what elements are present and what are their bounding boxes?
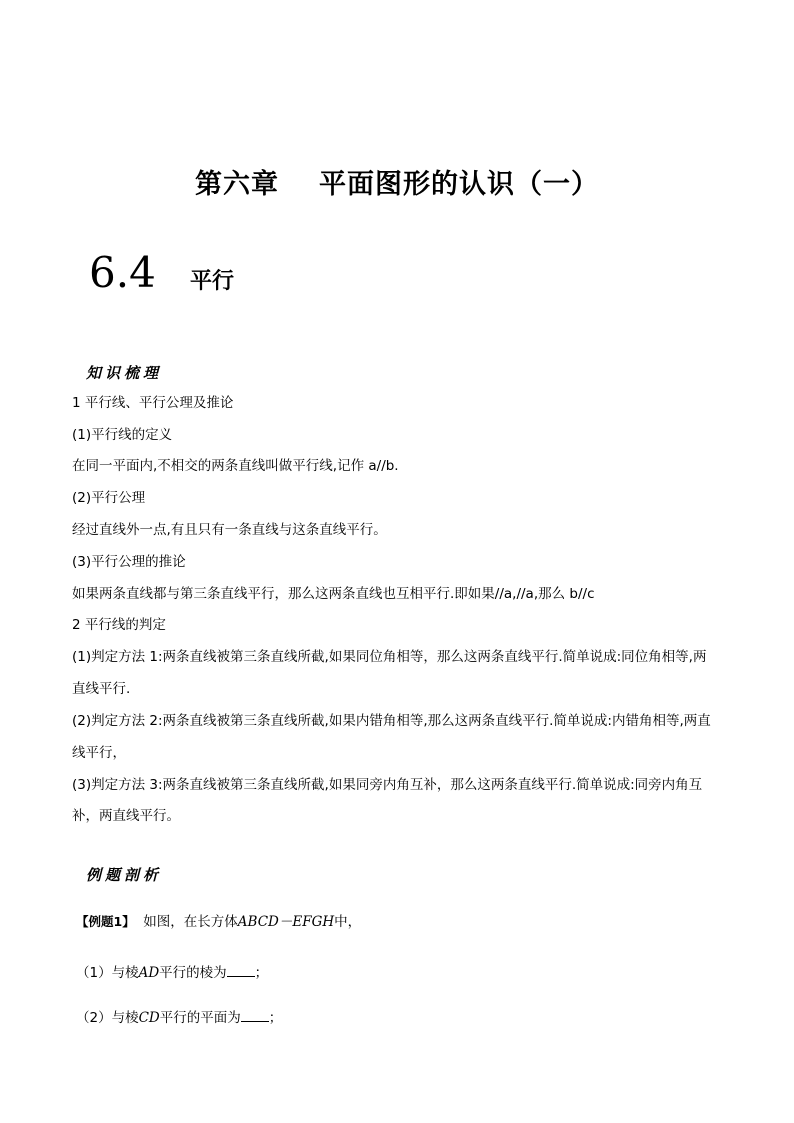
q2-prefix: （2）与棱 — [76, 1010, 139, 1026]
knowledge-line: (2)判定方法 2:两条直线被第三条直线所截,如果内错角相等,那么这两条直线平行.简单说成:内错角相等,两直 — [72, 713, 711, 729]
knowledge-line: 线平行， — [72, 745, 126, 761]
solid-name: ABCD－EFGH — [237, 914, 335, 930]
knowledge-heading: 知识梳理 — [86, 364, 163, 382]
knowledge-line: (1)判定方法 1:两条直线被第三条直线所截,如果同位角相等，那么这两条直线平行.简单说成:同位角相等,两 — [72, 649, 707, 665]
q1-edge: AD — [138, 965, 160, 981]
chapter-name: 平面图形的认识（一） — [319, 169, 599, 200]
knowledge-line: (3)判定方法 3:两条直线被第三条直线所截,如果同旁内角互补，那么这两条直线平行.简单说成:同旁内角互 — [72, 777, 703, 793]
example-tag: 【例题1】 — [76, 914, 135, 929]
answer-blank[interactable] — [227, 964, 255, 977]
q1-prefix: （1）与棱 — [76, 965, 139, 981]
q1-end: ； — [254, 965, 269, 981]
knowledge-line: 补，两直线平行。 — [72, 808, 180, 824]
knowledge-line: 在同一平面内,不相交的两条直线叫做平行线,记作 a//b. — [72, 458, 399, 474]
knowledge-line: (3)平行公理的推论 — [72, 554, 186, 570]
example-intro — [76, 912, 361, 932]
q2-end: ； — [268, 1010, 283, 1026]
example-heading: 例题剖析 — [86, 866, 163, 884]
q2-suffix: 平行的平面为 — [159, 1010, 241, 1026]
chapter-title — [0, 162, 794, 201]
knowledge-line: 经过直线外一点,有且只有一条直线与这条直线平行。 — [72, 522, 387, 538]
q2-edge: CD — [138, 1010, 160, 1026]
section-title: 平行 — [190, 269, 235, 294]
question-2 — [76, 1008, 282, 1028]
section-number: 6.4 — [89, 248, 156, 297]
knowledge-line: 如果两条直线都与第三条直线平行，那么这两条直线也互相平行.即如果//a,//a,那么 b//c — [72, 586, 595, 602]
example-intro-text: 如图，在长方体 — [143, 914, 238, 930]
answer-blank[interactable] — [241, 1009, 269, 1022]
knowledge-line: 直线平行. — [72, 681, 131, 697]
question-1 — [76, 963, 268, 983]
chapter-label: 第六章 — [195, 169, 279, 200]
knowledge-line: (1)平行线的定义 — [72, 427, 173, 443]
example-intro-end: 中， — [334, 914, 362, 930]
knowledge-line: 2 平行线的判定 — [72, 617, 166, 633]
knowledge-line: (2)平行公理 — [72, 490, 146, 506]
knowledge-line: 1 平行线、平行公理及推论 — [72, 395, 234, 411]
q1-suffix: 平行的棱为 — [159, 965, 227, 981]
